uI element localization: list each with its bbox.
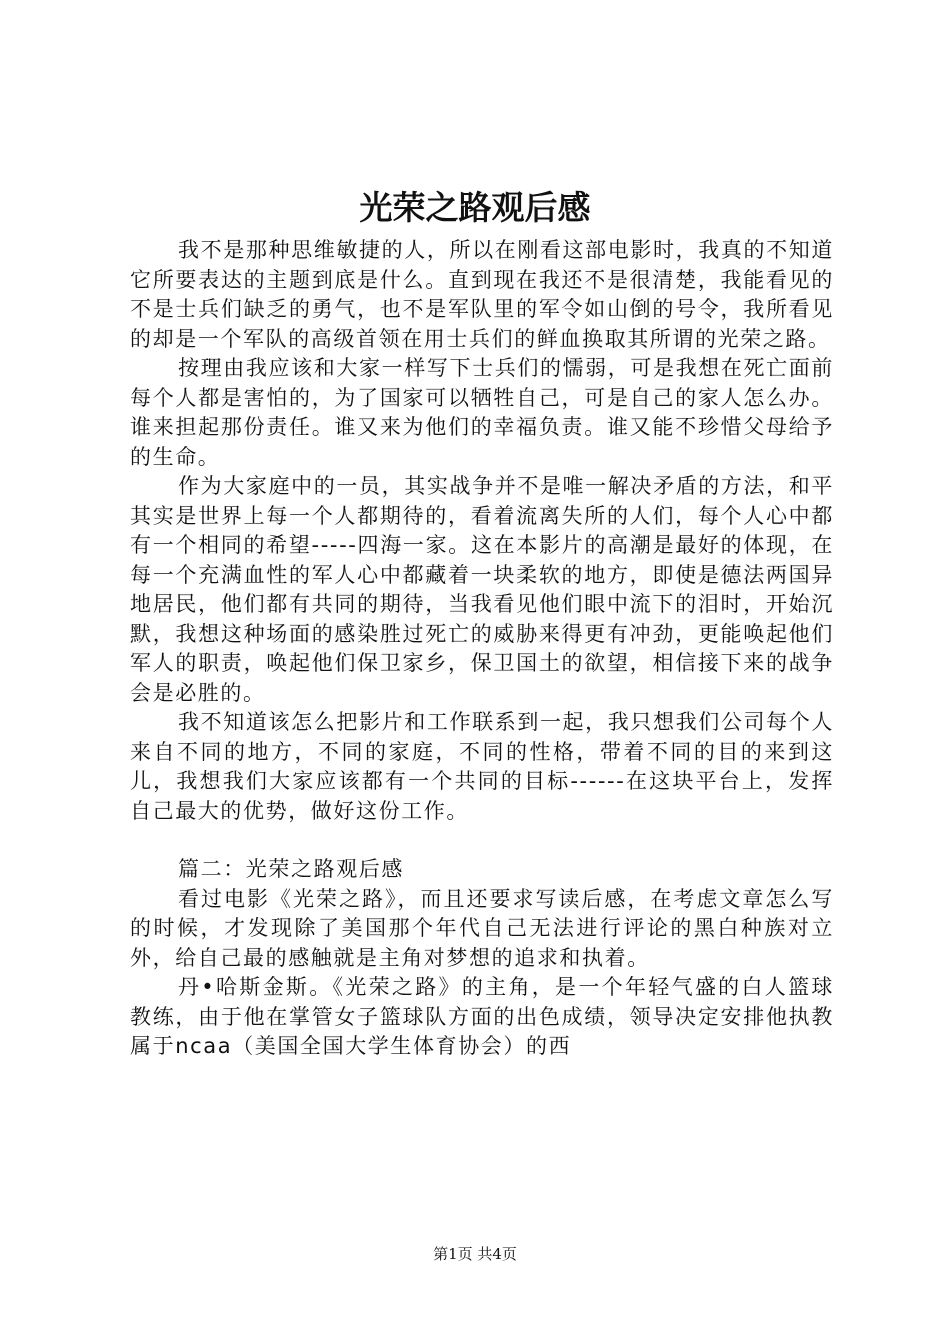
document-title: 光荣之路观后感 [359,188,591,227]
paragraph: 看过电影《光荣之路》，而且还要求写读后感，在考虑文章怎么写的时候，才发现除了美国那个年代自己无法进行评论的黑白种族对立外，给自己最的感触就是主角对梦想的追求和执着。 [130,886,834,970]
paragraph: 我不是那种思维敏捷的人，所以在刚看这部电影时，我真的不知道它所要表达的主题到底是什么。直到现在我还不是很清楚，我能看见的不是士兵们缺乏的勇气，也不是军队里的军令如山倒的号令，我所看见的却是一个军队的高级首领在用士兵们的鲜血换取其所谓的光荣之路。 [130,238,834,351]
paragraph: 我不知道该怎么把影片和工作联系到一起，我只想我们公司每个人来自不同的地方，不同的家庭，不同的性格，带着不同的目的来到这儿，我想我们大家应该都有一个共同的目标------在这块平台上，发挥自己最大的优势，做好这份工作。 [130,710,834,823]
paragraph: 作为大家庭中的一员，其实战争并不是唯一解决矛盾的方法，和平其实是世界上每一个人都期待的，看着流离失所的人们，每个人心中都有一个相同的希望-----四海一家。这在本影片的高潮是最好的体现，在每一个充满血性的军人心中都藏着一块柔软的地方，即使是德法两国异地居民，他们都有共同的期待，当我看见他们眼中流下的泪时，开始沉默，我想这种场面的感染胜过死亡的威胁来得更有冲劲，更能唤起他们军人的职责，唤起他们保卫家乡，保卫国土的欲望，相信接下来的战争会是必胜的。 [130,474,834,705]
paragraph: 按理由我应该和大家一样写下士兵们的懦弱，可是我想在死亡面前每个人都是害怕的，为了国家可以牺牲自己，可是自己的家人怎么办。谁来担起那份责任。谁又来为他们的幸福负责。谁又能不珍惜父母给予的生命。 [130,356,834,469]
paragraph: 丹•哈斯金斯。《光荣之路》的主角，是一个年轻气盛的白人篮球教练，由于他在掌管女子篮球队方面的出色成绩，领导决定安排他执教属于ncaa（美国全国大学生体育协会）的西 [130,975,834,1058]
document-body [130,236,834,1062]
page-footer: 第1页 共4页 [433,1245,517,1263]
section-heading: 篇二：光荣之路观后感 [178,857,404,881]
